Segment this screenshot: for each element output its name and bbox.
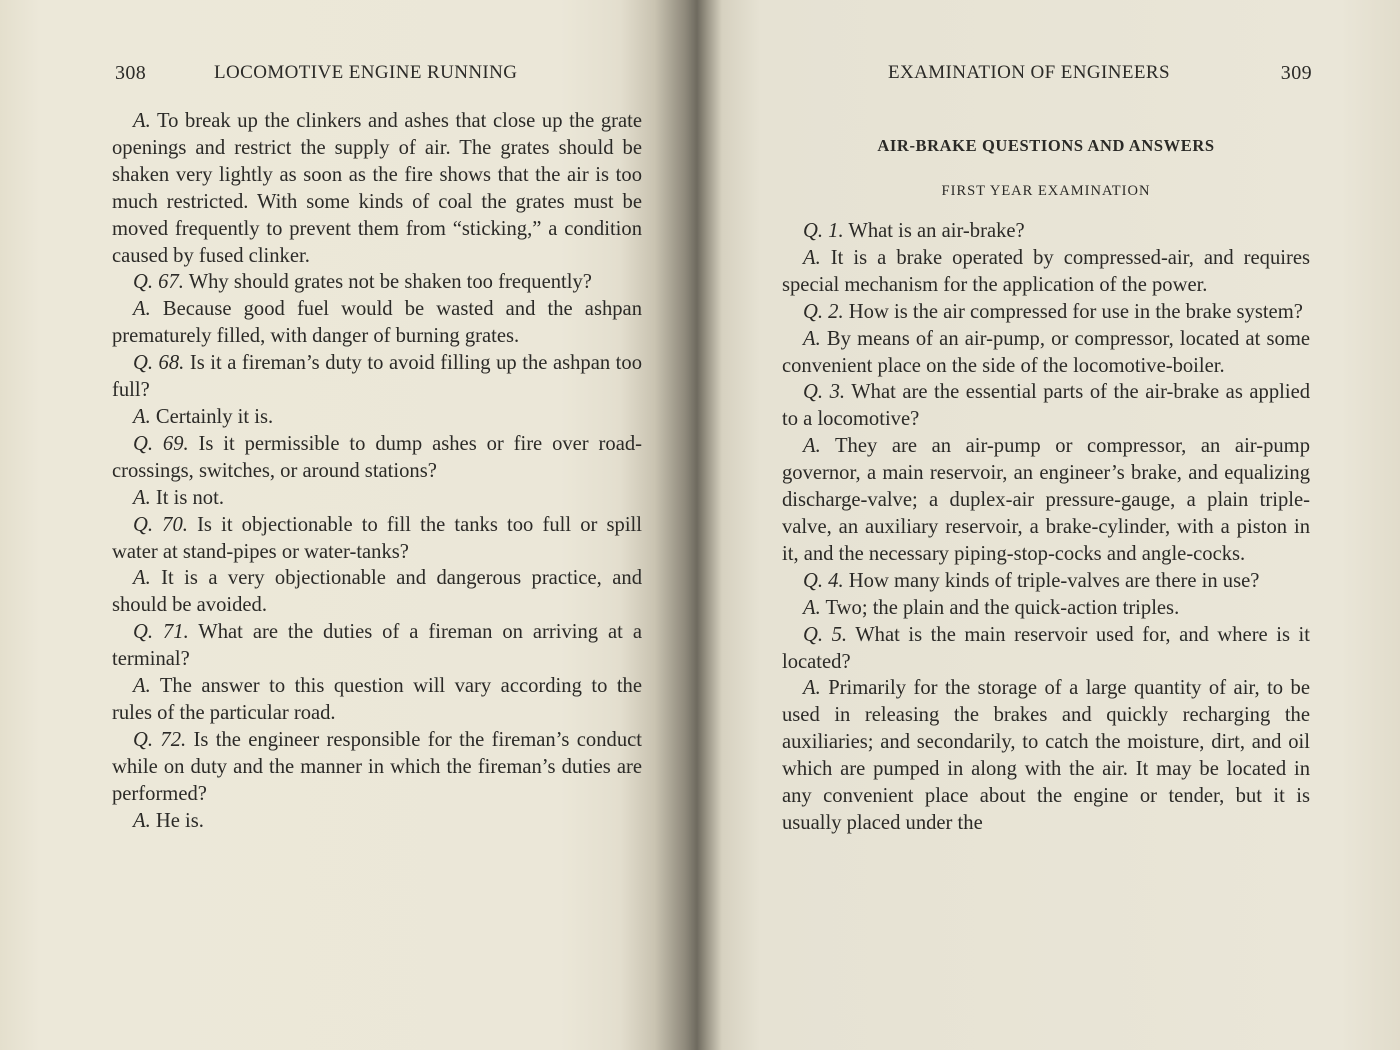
paragraph: [112, 727, 642, 808]
paragraph-text: What is the main reservoir used for, and where is it located?: [782, 623, 1310, 673]
qa-label: Q. 5.: [803, 623, 848, 646]
paragraph-text: Why should grates not be shaken too frequently?: [188, 271, 592, 294]
running-head-left: [112, 62, 642, 90]
paragraph-text: What are the duties of a fireman on arriving at a terminal?: [112, 621, 642, 671]
qa-label: A.: [803, 435, 821, 458]
qa-label: A.: [803, 677, 821, 700]
paragraph-text: Primarily for the storage of a large quantity of air, to be used in releasing the brakes and quickly recharging the auxiliaries; and secondarily, to catch the moisture, dirt, and oil which are pumped in along with the air. It may be located in any convenient place about the engine or tender, but it is usually placed under the: [782, 677, 1310, 834]
paragraph-text: How is the air compressed for use in the brake system?: [848, 300, 1303, 323]
paragraph: [782, 595, 1310, 622]
paragraph-text: What are the essential parts of the air-brake as applied to a locomotive?: [782, 381, 1311, 431]
paragraph: [112, 108, 642, 269]
paragraph: [782, 433, 1310, 568]
qa-label: A.: [803, 246, 821, 269]
paragraph-text: Certainly it is.: [155, 405, 274, 428]
qa-label: A.: [133, 809, 151, 832]
paragraph: [112, 673, 642, 727]
qa-label: Q. 1.: [803, 220, 844, 242]
paragraph: [112, 808, 642, 835]
qa-label: Q. 67.: [133, 271, 184, 294]
paragraph: [782, 675, 1310, 836]
paragraph-text: It is a very objectionable and dangerous practice, and should be avoided.: [112, 567, 642, 617]
page-number-right: 309: [1280, 62, 1312, 84]
paragraph: [112, 431, 642, 485]
paragraph-text: Because good fuel would be wasted and the ashpan prematurely filled, with danger of burning grates.: [112, 298, 642, 348]
paragraph: [782, 218, 1310, 245]
paragraph: [782, 379, 1310, 433]
paragraph: [112, 512, 642, 566]
left-page: [112, 0, 642, 1050]
paragraph: [782, 568, 1310, 595]
qa-label: A.: [133, 675, 151, 698]
paragraph: [782, 245, 1310, 299]
paragraph-text: It is a brake operated by compressed-air, and requires special mechanism for the application of the power.: [782, 246, 1310, 296]
qa-label: A.: [803, 596, 821, 619]
qa-label: Q. 70.: [133, 513, 188, 536]
running-head-title-left: LOCOMOTIVE ENGINE RUNNING: [214, 62, 518, 83]
paragraph: [112, 619, 642, 673]
qa-label: Q. 4.: [803, 569, 844, 592]
qa-label: Q. 3.: [803, 381, 846, 404]
qa-label: Q. 72.: [133, 728, 187, 751]
paragraph-text: Is it a fireman’s duty to avoid filling up the ashpan too full?: [112, 352, 642, 402]
qa-label: Q. 68.: [133, 352, 185, 375]
paragraph-text: How many kinds of triple-valves are there in use?: [848, 569, 1260, 592]
paragraph-text: The answer to this question will vary according to the rules of the particular road.: [112, 675, 642, 724]
paragraph: [782, 299, 1310, 326]
paragraph: [112, 296, 642, 350]
qa-label: A.: [133, 486, 151, 509]
paragraph: [112, 350, 642, 404]
qa-label: A.: [803, 327, 821, 350]
paragraph-text: Is it objectionable to fill the tanks too full or spill water at stand-pipes or water-tanks?: [112, 513, 642, 563]
right-page: [782, 0, 1310, 1050]
paragraph: [782, 326, 1310, 380]
paragraph-text: Is the engineer responsible for the fireman’s conduct while on duty and the manner in which the fireman’s duties are performed?: [112, 728, 642, 805]
qa-label: A.: [133, 110, 151, 132]
paragraph: [782, 622, 1310, 676]
paragraph-text: What is an air-brake?: [848, 220, 1025, 242]
running-head-right: [782, 62, 1310, 90]
paragraph-text: To break up the clinkers and ashes that close up the grate openings and restrict the supply of air. The grates should be shaken very lightly as soon as the fire shows that the air is too much restricted. With some kinds of coal the grates must be moved frequently to prevent them from “sticking,” a condition caused by fused clinker.: [112, 110, 642, 267]
paragraph-text: It is not.: [155, 486, 224, 509]
qa-label: Q. 2.: [803, 300, 844, 323]
qa-label: A.: [133, 405, 151, 428]
paragraph: [112, 565, 642, 619]
paragraph-text: Two; the plain and the quick-action triples.: [825, 596, 1180, 619]
left-page-body: [112, 108, 642, 834]
qa-label: A.: [133, 298, 151, 321]
section-subtitle: FIRST YEAR EXAMINATION: [941, 183, 1151, 199]
paragraph: [112, 269, 642, 296]
qa-label: Q. 69.: [133, 432, 189, 455]
qa-label: Q. 71.: [133, 621, 189, 644]
qa-label: A.: [133, 567, 151, 590]
paragraph-text: They are an air-pump or compressor, an air-pump governor, a main reservoir, an engineer’s brake, and equalizing discharge-valve; a duplex-air pressure-gauge, a plain triple-valve, an auxiliary reservoir, a brake-cylinder, with a piston in it, and the necessary piping-stop-cocks and angle-cocks.: [782, 435, 1311, 565]
paragraph-text: By means of an air-pump, or compressor, located at some convenient place on the side of the locomotive-boiler.: [782, 327, 1311, 377]
paragraph: [112, 485, 642, 512]
section-title: AIR-BRAKE QUESTIONS AND ANSWERS: [877, 136, 1215, 155]
right-page-body: [782, 218, 1310, 837]
page-number-left: 308: [115, 62, 147, 84]
paragraph-text: He is.: [155, 809, 204, 832]
running-head-title-right: EXAMINATION OF ENGINEERS: [888, 62, 1170, 83]
paragraph: [112, 404, 642, 431]
paragraph-text: Is it permissible to dump ashes or fire over road-crossings, switches, or around stations?: [112, 432, 642, 482]
